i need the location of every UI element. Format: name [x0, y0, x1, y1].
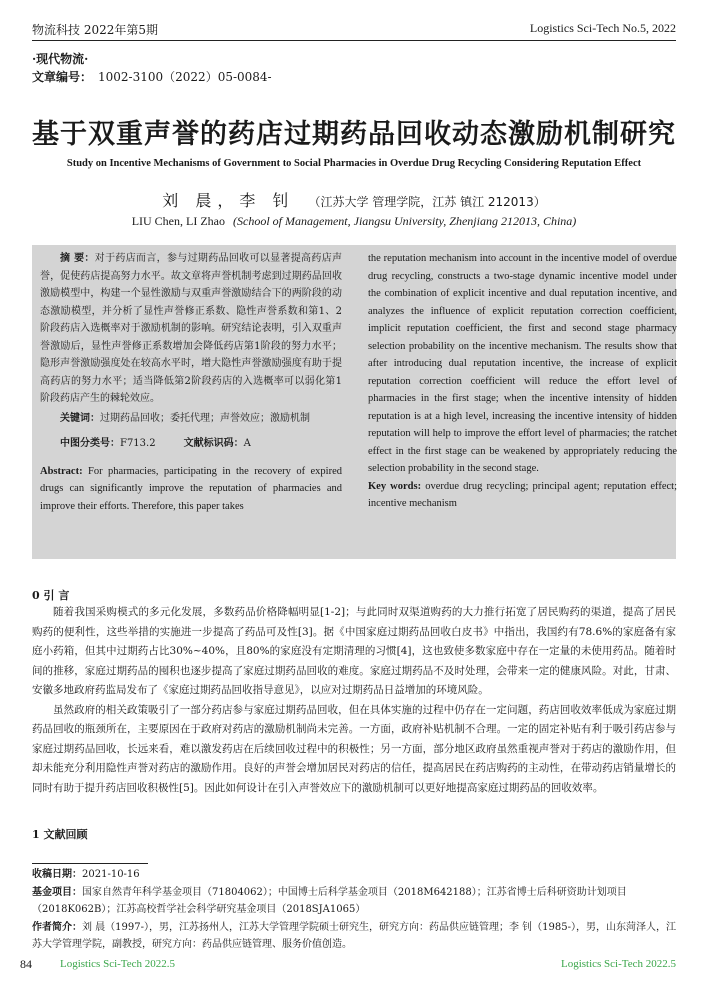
footnote-rule — [32, 863, 148, 864]
keywords-cn — [40, 410, 342, 428]
abstract-right-column — [368, 250, 677, 513]
authors-english — [0, 214, 708, 229]
authors-chinese — [0, 188, 708, 211]
abstract-en-label: Abstract: — [40, 465, 83, 477]
clc-value: F713.2 — [120, 438, 156, 449]
author-names-cn: 刘 晨，李 钊 — [162, 191, 295, 210]
footer-journal-left: Logistics Sci-Tech 2022.5 — [60, 958, 176, 970]
body-text — [32, 603, 676, 798]
running-header-left: 物流科技 2022年第5期 — [32, 23, 158, 37]
paragraph-2: 虽然政府的相关政策吸引了一部分药店参与家庭过期药品回收，但在具体实施的过程中仍存在一定问题，药店回收效率低成为家庭过期药品回收的瓶颈所在，主要原因在于政府对药店的激励机制尚未完善。一方面，政府补贴机制不合理。一定的固定补贴有利于吸引药店参与家庭过期药品回收，长远来看，难以激发药店在后续回收过程中的积极性；另一方面，部分地区政府虽然重视声誉对于药店的激励作用，但却未能充分利用隐性声誉对药店的激励作用。良好的声誉会增加居民对药店的信任，提高居民在药店购药的主动性，在带动药店销量增长的同时有助于提升药店回收积极性[5]。因此如何设计在引入声誉效应下的激励机制可以更好地提高家庭过期药品的回收效率。 — [32, 703, 676, 794]
abstract-cn — [40, 250, 342, 408]
header-rule — [32, 40, 676, 41]
article-number-value: 1002-3100（2022）05-0084- — [98, 70, 272, 84]
page-number: 84 — [20, 957, 32, 971]
bio-label: 作者简介： — [32, 921, 82, 933]
abstract-en-continued: the reputation mechanism into account in the incentive model of overdue drug recycling, constructs a two-stage dynamic incentive model under the combination of explicit incentive and dual reputation incentive, and analyzes the influence of explicit reputation correction coefficient, implicit reputation coefficient, the first and second stage pharmacy selection probability on the incentive mechanism. The results show that after introducing dual reputation incentive, the increase of explicit reputation correction coefficient will reduce the effort level of pharmacies in the first stage; when the incentive intensity of hidden reputation is at a high level, increasing the incentive intensity of hidden reputation will help to improve the effort level of pharmacies; the ratchet effect in the first stage can be weakened by appropriately reducing the selection probability in the second stage. — [368, 253, 677, 474]
title-chinese: 基于双重声誉的药店过期药品回收动态激励机制研究 — [32, 119, 676, 150]
abstract-en-text-left: For pharmacies, participating in the recovery of expired drugs can significantly improve the reputation of pharmacies and improve their efforts. Therefore, this paper takes — [40, 465, 342, 512]
received-label: 收稿日期： — [32, 869, 82, 880]
column-tag: ·现代物流· — [32, 52, 89, 66]
keywords-en-text: overdue drug recycling; principal agent; reputation effect; incentive mechanism — [368, 480, 677, 509]
doc-code-label: 文献标识码： — [183, 438, 244, 449]
affiliation-cn: （江苏大学 管理学院，江苏 镇江 212013） — [308, 195, 546, 209]
received-date — [32, 866, 682, 884]
keywords-en — [368, 478, 677, 513]
article-number — [32, 68, 272, 85]
classification-line — [40, 435, 342, 453]
keywords-en-label: Key words: — [368, 480, 422, 492]
section-0-heading: 0 引 言 — [32, 589, 70, 602]
footnotes — [32, 866, 682, 954]
affiliation-en: (School of Management, Jiangsu University, Zhenjiang 212013, China) — [233, 214, 577, 228]
abstract-en-start — [40, 463, 342, 516]
received-value: 2021-10-16 — [82, 869, 140, 880]
bio-value: 刘 晨（1997-），男，江苏扬州人，江苏大学管理学院硕士研究生，研究方向：药品供应链管理；李 钊（1985-），男，山东菏泽人，江苏大学管理学院，副教授，研究方向：药品供应链管理、服务价值创造。 — [32, 921, 677, 950]
clc-label: 中图分类号： — [60, 438, 120, 449]
fund-label: 基金项目： — [32, 886, 82, 898]
author-bio — [32, 919, 682, 954]
fund-value: 国家自然青年科学基金项目（71804062）；中国博士后科学基金项目（2018M642188）；江苏省博士后科研资助计划项目（2018K062B）；江苏高校哲学社会科学研究基金项目（2018SJA1065） — [32, 886, 627, 915]
fund-info — [32, 884, 682, 919]
abstract-cn-label: 摘 要： — [60, 253, 95, 264]
keywords-cn-label: 关键词： — [60, 412, 100, 424]
paragraph-1: 随着我国采购模式的多元化发展，多数药品价格降幅明显[1-2]；与此同时双渠道购药的大力推行拓宽了居民购药的渠道，提高了居民购药的便利性，这些举措的实施进一步提高了药品可及性[3]。据《中国家庭过期药品回收白皮书》中指出，我国约有78.6%的家庭备有家庭小药箱，但其中过期药占比30%~40%，且80%的家庭没有定期清理的习惯[4]，这也致使多数家庭中存在一定量的未使用药品。随着时间的推移，家庭过期药品的囤积也逐步提高了家庭过期药品回收的难度。家庭过期药品不及时处理，会带来一定的健康风险。对此，甘肃、安徽多地政府药监局发布了《家庭过期药品回收指导意见》，以应对过期药品日益增加的环境风险。 — [32, 606, 676, 696]
title-english: Study on Incentive Mechanisms of Government to Social Pharmacies in Overdue Drug Recycling Considering Reputation Effect — [66, 158, 642, 169]
doc-code-value: A — [243, 438, 251, 449]
section-1-heading: 1 文献回顾 — [32, 828, 88, 841]
author-names-en: LIU Chen, LI Zhao — [131, 214, 225, 228]
abstract-left-column — [40, 250, 342, 515]
abstract-cn-text: 对于药店而言，参与过期药品回收可以显著提高药店声誉，促使药店提高努力水平。故文章将声誉机制考虑到过期药品回收激励模型中，构建一个显性激励与双重声誉激励结合下的两阶段的动态激励模型，并分析了显性声誉修正系数、隐性声誉系数和第1、2阶段药店入选概率对于激励机制的影响。研究结论表明，引入双重声誉激励后，显性声誉修正系数增加会降低药店第1阶段的努力水平；隐形声誉激励强度处在较高水平时，增大隐性声誉激励强度有助于提高药店的努力水平；适当降低第2阶段药店的入选概率可以弱化第1阶段药店产生的棘轮效应。 — [40, 253, 343, 404]
running-header-right: Logistics Sci-Tech No.5, 2022 — [529, 21, 676, 35]
keywords-cn-text: 过期药品回收；委托代理；声誉效应；激励机制 — [100, 412, 310, 424]
article-number-label: 文章编号： — [32, 70, 93, 84]
footer-journal-right: Logistics Sci-Tech 2022.5 — [560, 958, 676, 970]
